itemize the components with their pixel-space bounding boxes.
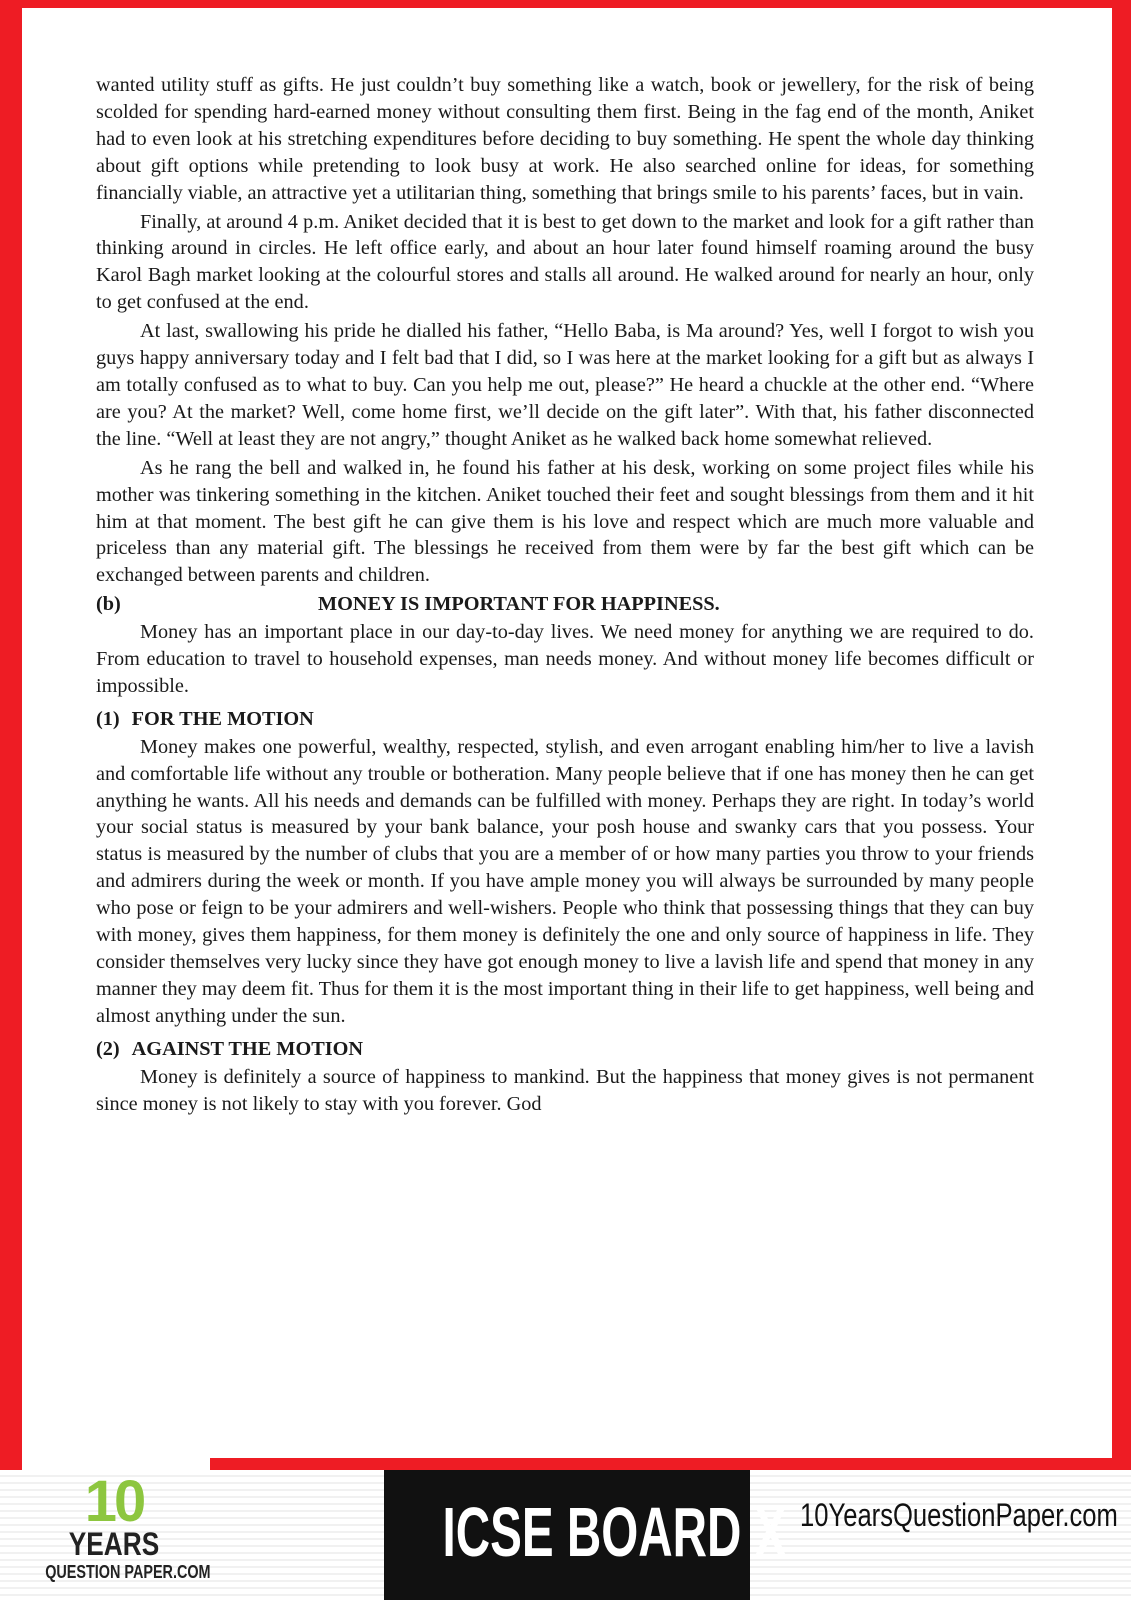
paragraph: wanted utility stuff as gifts. He just couldn’t buy something like a watch, book or jewellery, for the risk of being scolded for spending hard-earned money without consulting them first. Being in the fag end of the month, Aniket had to even look at his stretching expenditures before deciding to buy something. He spent the whole day thinking about gift options while pretending to look busy at work. He also searched online for ideas, for something financially viable, an attractive yet a utilitarian thing, something that brings smile to his parents’ faces, but in vain. bbox=[96, 74, 1034, 204]
logo-number: 10 bbox=[84, 1469, 144, 1534]
paragraph: At last, swallowing his pride he dialled his father, “Hello Baba, is Ma around? Yes, well I forgot to wish you guys happy anniversary today and I felt bad that I did, so I was here at the market looking for a gift but as always I am totally confused as to what to buy. Can you help me out, please?” He heard a chuckle at the other end. “Where are you? At the market? Well, come home first, we’ll decide on the gift later”. With that, his father disconnected the line. “Well at least they are not angry,” thought Aniket as he walked back home somewhat relieved. bbox=[96, 320, 1034, 450]
section-label: (b) bbox=[96, 593, 121, 616]
page-border-right bbox=[1112, 0, 1131, 1470]
against-motion-heading bbox=[96, 1036, 1034, 1063]
page-border-bottom bbox=[210, 1458, 1131, 1470]
page-content bbox=[96, 72, 1034, 1117]
website-link[interactable]: 10YearsQuestionPaper.com bbox=[800, 1497, 1118, 1533]
for-motion-text: Money makes one powerful, wealthy, respected, stylish, and even arrogant enabling him/her to live a lavish and comfortable life without any trouble or botheration. Many people believe that if one has money then he can get anything he wants. All his needs and demands can be fulfilled with money. Perhaps they are right. In today’s world your social status is measured by your bank balance, your posh house and swanky cars that you possess. Your status is measured by the number of clubs that you are a member of or how many parties you throw to your friends and admirers during the week or month. If you have ample money you will always be surrounded by many people who pose or feign to be your admirers and well-wishers. People who think that possessing things that they can buy with money, gives them happiness, for them money is definitely the one and only source of happiness in life. They consider themselves very lucky since they have got enough money to live a lavish life and spend that money in any manner they may deem fit. Thus for them it is the most important thing in their life to get happiness, well being and almost anything under the sun. bbox=[96, 735, 1035, 1027]
for-motion-number: (1) bbox=[96, 707, 120, 730]
against-motion-number: (2) bbox=[96, 1037, 120, 1060]
logo-site: QUESTION PAPER.COM bbox=[45, 1562, 211, 1582]
paragraph: Finally, at around 4 p.m. Aniket decided that it is best to get down to the market and look for a gift rather than thinking around in circles. He left office early, and about an hour later found himself roaming around the busy Karol Bagh market looking at the colourful stores and stalls all around. He walked around for nearly an hour, only to get confused at the end. bbox=[96, 210, 1034, 314]
for-motion-title: FOR THE MOTION bbox=[131, 707, 314, 730]
for-motion-heading bbox=[96, 706, 1034, 733]
against-motion-text: Money is definitely a source of happiness to mankind. But the happiness that money gives is not permanent since money is not likely to stay with you forever. God bbox=[96, 1065, 1034, 1115]
section-title: MONEY IS IMPORTANT FOR HAPPINESS. bbox=[318, 593, 720, 616]
board-banner bbox=[384, 1470, 787, 1600]
page-border-left bbox=[0, 0, 22, 1470]
against-motion-title: AGAINST THE MOTION bbox=[131, 1037, 364, 1060]
site-logo[interactable] bbox=[28, 1469, 211, 1594]
board-label: ICSE BOARD X bbox=[442, 1493, 787, 1571]
page-border-top bbox=[0, 0, 1131, 8]
section-heading bbox=[96, 591, 1034, 618]
logo-years: YEARS bbox=[68, 1526, 160, 1562]
section-intro: Money has an important place in our day-to-day lives. We need money for anything we are required to do. From education to travel to household expenses, man needs money. And without money life becomes difficult or impossible. bbox=[96, 621, 1034, 697]
paragraph: As he rang the bell and walked in, he found his father at his desk, working on some project files while his mother was tinkering something in the kitchen. Aniket touched their feet and sought blessings from them and it hit him at that moment. The best gift he can give them is his love and respect which are much more valuable and priceless than any material gift. The blessings he received from them were by far the best gift which can be exchanged between parents and children. bbox=[96, 456, 1034, 587]
